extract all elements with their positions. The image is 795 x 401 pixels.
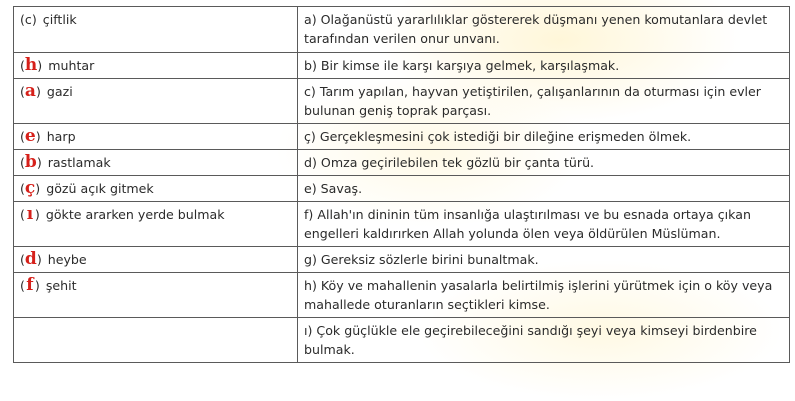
answer-letter: ç xyxy=(24,178,36,198)
term-cell: (h) muhtar xyxy=(14,53,298,79)
term-text: heybe xyxy=(47,252,87,267)
term-text: çiftlik xyxy=(42,12,77,27)
term-cell: (b) rastlamak xyxy=(14,150,298,176)
definition-cell: e) Savaş. xyxy=(298,176,790,202)
definition-cell: ı) Çok güçlükle ele geçirebileceğini sandığı şeyi veya kimseyi birdenbire bulmak. xyxy=(298,318,790,363)
term-text: rastlamak xyxy=(47,155,111,170)
table-row xyxy=(14,247,790,273)
definition-cell: f) Allah'ın dininin tüm insanlığa ulaştırılması ve bu esnada ortaya çıkan engelleri kaldırırken Allah yolunda ölen veya öldürülen Müslüman. xyxy=(298,202,790,247)
definition-cell: c) Tarım yapılan, hayvan yetiştirilen, çalışanlarının da oturması için evler bulunan geniş toprak parçası. xyxy=(298,79,790,124)
definition-cell: ç) Gerçekleşmesini çok istediği bir dileğine erişmeden ölmek. xyxy=(298,124,790,150)
term-text: harp xyxy=(46,129,76,144)
term-cell: (e) harp xyxy=(14,124,298,150)
term-text: muhtar xyxy=(48,58,95,73)
definition-cell: g) Gereksiz sözlerle birini bunaltmak. xyxy=(298,247,790,273)
table-row xyxy=(14,273,790,318)
answer-letter: b xyxy=(24,152,37,172)
table-row xyxy=(14,150,790,176)
definition-cell: d) Omza geçirilebilen tek gözlü bir çanta türü. xyxy=(298,150,790,176)
term-cell: (d) heybe xyxy=(14,247,298,273)
term-cell: ( ı ) gökte ararken yerde bulmak xyxy=(14,202,298,247)
table-row xyxy=(14,202,790,247)
table-row xyxy=(14,7,790,53)
term-text: gökte ararken yerde bulmak xyxy=(45,207,225,222)
answer-letter: f xyxy=(26,275,34,295)
term-cell: (ç) gözü açık gitmek xyxy=(14,176,298,202)
term-text: şehit xyxy=(45,278,77,293)
table-row xyxy=(14,124,790,150)
term-cell-empty xyxy=(14,318,298,363)
answer-letter: e xyxy=(24,126,36,146)
answer-letter: d xyxy=(24,249,37,269)
answer-letter: h xyxy=(24,55,38,75)
term-cell: (c) çiftlik xyxy=(14,7,298,53)
table-row xyxy=(14,176,790,202)
answer-letter: c xyxy=(24,12,32,27)
table-row xyxy=(14,53,790,79)
answer-letter: ı xyxy=(26,204,34,224)
term-text: gazi xyxy=(46,84,73,99)
answer-letter: a xyxy=(24,81,36,101)
table-row xyxy=(14,318,790,363)
matching-table xyxy=(13,6,790,363)
term-text: gözü açık gitmek xyxy=(46,181,154,196)
term-cell: (f) şehit xyxy=(14,273,298,318)
term-cell: (a) gazi xyxy=(14,79,298,124)
definition-cell: b) Bir kimse ile karşı karşıya gelmek, karşılaşmak. xyxy=(298,53,790,79)
definition-cell: a) Olağanüstü yararlılıklar göstererek düşmanı yenen komutanlara devlet tarafından verilen onur unvanı. xyxy=(298,7,790,53)
definition-cell: h) Köy ve mahallenin yasalarla belirtilmiş işlerini yürütmek için o köy veya mahallede oturanların seçtikleri kimse. xyxy=(298,273,790,318)
table-row xyxy=(14,79,790,124)
